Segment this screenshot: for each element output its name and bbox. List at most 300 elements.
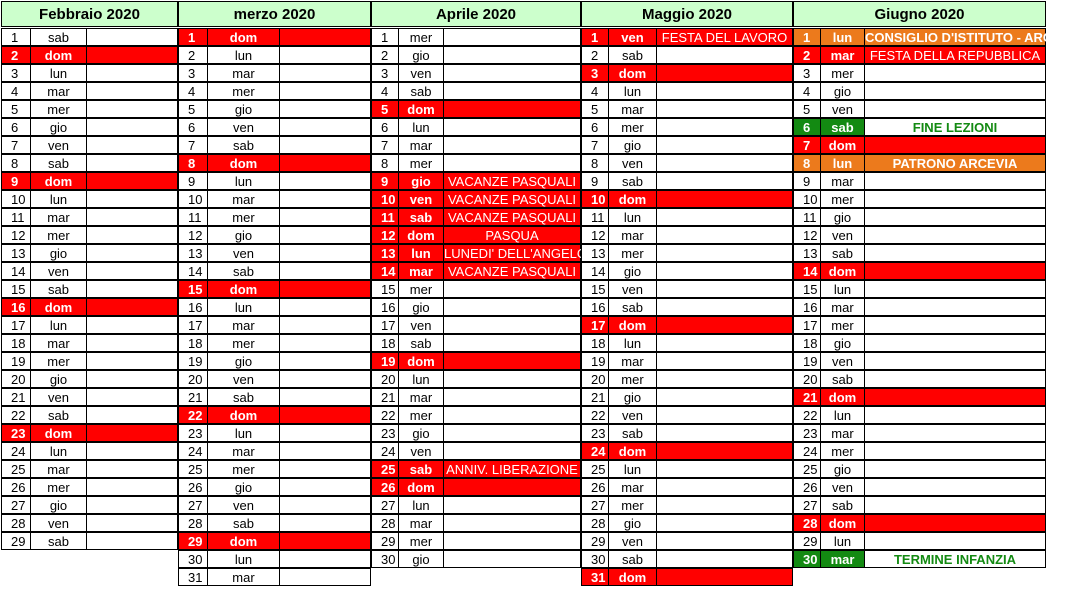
day-note <box>443 406 581 424</box>
weekday-name: sab <box>30 28 87 46</box>
day-number: 23 <box>178 424 208 442</box>
day-row <box>581 172 793 190</box>
day-number: 5 <box>178 100 208 118</box>
day-row <box>1 172 178 190</box>
weekday-name: lun <box>608 82 657 100</box>
day-number: 4 <box>1 82 31 100</box>
day-number: 30 <box>371 550 399 568</box>
weekday-name: lun <box>398 370 444 388</box>
weekday-name: mer <box>207 82 280 100</box>
day-row <box>178 460 371 478</box>
day-number: 14 <box>1 262 31 280</box>
day-number: 17 <box>793 316 821 334</box>
weekday-name: gio <box>398 424 444 442</box>
day-row <box>793 298 1046 316</box>
day-row <box>1 442 178 460</box>
day-row <box>581 316 793 334</box>
day-number: 17 <box>178 316 208 334</box>
day-number: 7 <box>1 136 31 154</box>
weekday-name: mer <box>398 28 444 46</box>
day-number: 21 <box>371 388 399 406</box>
day-note <box>279 352 371 370</box>
month-title: Maggio 2020 <box>581 1 793 27</box>
day-row <box>1 64 178 82</box>
day-row <box>581 442 793 460</box>
day-note <box>864 496 1046 514</box>
day-row <box>581 154 793 172</box>
day-row <box>371 460 581 478</box>
day-note <box>656 316 793 334</box>
day-note <box>864 532 1046 550</box>
day-note <box>656 154 793 172</box>
weekday-name: mar <box>207 568 280 586</box>
day-number: 2 <box>371 46 399 64</box>
weekday-name: mer <box>207 208 280 226</box>
day-note <box>279 460 371 478</box>
weekday-name: mar <box>30 334 87 352</box>
day-number: 2 <box>1 46 31 64</box>
day-number: 12 <box>1 226 31 244</box>
day-note <box>656 478 793 496</box>
day-note <box>279 406 371 424</box>
day-number: 25 <box>793 460 821 478</box>
day-row <box>1 316 178 334</box>
day-row <box>178 244 371 262</box>
day-note <box>86 154 178 172</box>
day-row <box>178 226 371 244</box>
day-row <box>371 532 581 550</box>
day-row <box>581 568 793 586</box>
weekday-name: ven <box>30 262 87 280</box>
day-number: 12 <box>581 226 609 244</box>
day-number: 9 <box>178 172 208 190</box>
day-row <box>581 28 793 46</box>
day-note <box>656 568 793 586</box>
day-number: 25 <box>1 460 31 478</box>
day-number: 7 <box>178 136 208 154</box>
day-number: 19 <box>371 352 399 370</box>
day-note: TERMINE INFANZIA <box>864 550 1046 568</box>
day-number: 7 <box>371 136 399 154</box>
day-note <box>656 334 793 352</box>
weekday-name: dom <box>820 514 865 532</box>
day-row <box>793 496 1046 514</box>
weekday-name: mer <box>30 100 87 118</box>
day-row <box>581 406 793 424</box>
day-note <box>86 82 178 100</box>
day-note <box>279 82 371 100</box>
weekday-name: gio <box>30 118 87 136</box>
weekday-name: dom <box>608 190 657 208</box>
day-number: 19 <box>581 352 609 370</box>
weekday-name: sab <box>30 280 87 298</box>
day-note <box>864 478 1046 496</box>
day-number: 23 <box>1 424 31 442</box>
day-number: 30 <box>581 550 609 568</box>
day-number: 27 <box>371 496 399 514</box>
day-note: VACANZE PASQUALI <box>443 190 581 208</box>
weekday-name: mer <box>820 190 865 208</box>
day-number: 26 <box>178 478 208 496</box>
day-number: 21 <box>178 388 208 406</box>
weekday-name: mer <box>608 496 657 514</box>
weekday-name: lun <box>30 442 87 460</box>
day-note <box>279 370 371 388</box>
day-row <box>581 208 793 226</box>
weekday-name: ven <box>398 64 444 82</box>
day-row <box>581 532 793 550</box>
day-note <box>279 442 371 460</box>
weekday-name: ven <box>820 352 865 370</box>
day-row <box>178 442 371 460</box>
day-row <box>178 478 371 496</box>
day-number: 25 <box>581 460 609 478</box>
day-number: 24 <box>581 442 609 460</box>
day-note <box>656 208 793 226</box>
day-note <box>443 442 581 460</box>
day-number: 26 <box>793 478 821 496</box>
weekday-name: lun <box>608 460 657 478</box>
weekday-name: gio <box>820 334 865 352</box>
day-number: 3 <box>178 64 208 82</box>
day-row <box>178 370 371 388</box>
weekday-name: gio <box>820 82 865 100</box>
day-row <box>1 100 178 118</box>
day-number: 12 <box>793 226 821 244</box>
day-number: 10 <box>1 190 31 208</box>
day-row <box>1 118 178 136</box>
day-note <box>279 154 371 172</box>
weekday-name: gio <box>207 352 280 370</box>
weekday-name: ven <box>820 226 865 244</box>
weekday-name: ven <box>207 370 280 388</box>
day-row <box>581 46 793 64</box>
day-number: 16 <box>178 298 208 316</box>
weekday-name: dom <box>398 352 444 370</box>
day-row <box>1 406 178 424</box>
day-row <box>1 208 178 226</box>
weekday-name: mer <box>207 334 280 352</box>
weekday-name: sab <box>398 82 444 100</box>
day-row <box>371 136 581 154</box>
day-number: 23 <box>793 424 821 442</box>
weekday-name: mar <box>207 316 280 334</box>
weekday-name: mar <box>608 478 657 496</box>
day-row <box>1 388 178 406</box>
day-number: 16 <box>581 298 609 316</box>
weekday-name: dom <box>30 46 87 64</box>
day-number: 28 <box>1 514 31 532</box>
weekday-name: mar <box>207 190 280 208</box>
day-row <box>793 442 1046 460</box>
weekday-name: mer <box>398 280 444 298</box>
day-note <box>656 550 793 568</box>
day-note <box>443 136 581 154</box>
day-number: 9 <box>1 172 31 190</box>
day-row <box>793 262 1046 280</box>
day-row <box>793 46 1046 64</box>
day-row <box>178 496 371 514</box>
weekday-name: gio <box>398 550 444 568</box>
day-row <box>178 352 371 370</box>
weekday-name: sab <box>608 550 657 568</box>
day-row <box>793 370 1046 388</box>
day-note <box>279 424 371 442</box>
day-row <box>793 190 1046 208</box>
weekday-name: dom <box>207 280 280 298</box>
weekday-name: lun <box>30 316 87 334</box>
weekday-name: mar <box>207 442 280 460</box>
day-number: 22 <box>793 406 821 424</box>
day-note <box>656 118 793 136</box>
day-note: VACANZE PASQUALI <box>443 262 581 280</box>
day-number: 22 <box>178 406 208 424</box>
day-number: 13 <box>793 244 821 262</box>
weekday-name: sab <box>820 244 865 262</box>
day-note: FESTA DELLA REPUBBLICA <box>864 46 1046 64</box>
day-note <box>279 208 371 226</box>
weekday-name: dom <box>608 568 657 586</box>
day-number: 4 <box>581 82 609 100</box>
month-title: Aprile 2020 <box>371 1 581 27</box>
day-note <box>86 532 178 550</box>
day-number: 14 <box>178 262 208 280</box>
day-row <box>793 136 1046 154</box>
weekday-name: ven <box>207 118 280 136</box>
weekday-name: lun <box>820 406 865 424</box>
day-row <box>581 262 793 280</box>
day-note <box>86 460 178 478</box>
day-row <box>371 316 581 334</box>
day-number: 2 <box>178 46 208 64</box>
day-row <box>581 496 793 514</box>
day-row <box>1 46 178 64</box>
day-number: 13 <box>178 244 208 262</box>
day-note <box>279 550 371 568</box>
day-note <box>279 298 371 316</box>
weekday-name: dom <box>398 226 444 244</box>
weekday-name: mer <box>820 316 865 334</box>
day-row <box>581 82 793 100</box>
weekday-name: mer <box>398 154 444 172</box>
day-note <box>443 298 581 316</box>
day-row <box>371 514 581 532</box>
day-number: 16 <box>793 298 821 316</box>
day-note <box>443 334 581 352</box>
day-row <box>371 424 581 442</box>
day-number: 22 <box>1 406 31 424</box>
day-number: 13 <box>1 244 31 262</box>
day-row <box>371 118 581 136</box>
day-row <box>178 424 371 442</box>
day-note <box>864 298 1046 316</box>
day-number: 10 <box>178 190 208 208</box>
day-note: VACANZE PASQUALI <box>443 208 581 226</box>
day-number: 15 <box>1 280 31 298</box>
day-note <box>656 442 793 460</box>
day-note <box>864 136 1046 154</box>
weekday-name: lun <box>207 424 280 442</box>
day-row <box>178 550 371 568</box>
day-note <box>864 406 1046 424</box>
day-note <box>86 442 178 460</box>
day-number: 1 <box>1 28 31 46</box>
day-note <box>864 244 1046 262</box>
day-row <box>371 82 581 100</box>
weekday-name: mar <box>398 388 444 406</box>
day-number: 25 <box>371 460 399 478</box>
day-number: 30 <box>793 550 821 568</box>
day-row <box>178 82 371 100</box>
weekday-name: mar <box>608 352 657 370</box>
day-number: 3 <box>1 64 31 82</box>
day-note <box>443 532 581 550</box>
day-note <box>864 442 1046 460</box>
day-number: 16 <box>371 298 399 316</box>
day-number: 22 <box>581 406 609 424</box>
day-note <box>864 208 1046 226</box>
day-number: 25 <box>178 460 208 478</box>
day-note <box>443 550 581 568</box>
day-note <box>443 370 581 388</box>
day-row <box>793 316 1046 334</box>
day-note <box>864 334 1046 352</box>
weekday-name: sab <box>207 388 280 406</box>
weekday-name: mer <box>207 460 280 478</box>
weekday-name: ven <box>608 280 657 298</box>
day-number: 8 <box>793 154 821 172</box>
day-note <box>443 118 581 136</box>
day-row <box>178 46 371 64</box>
day-row <box>371 226 581 244</box>
day-note <box>656 388 793 406</box>
day-row <box>178 388 371 406</box>
day-note <box>656 352 793 370</box>
day-row <box>793 64 1046 82</box>
weekday-name: gio <box>608 262 657 280</box>
day-number: 11 <box>581 208 609 226</box>
day-note <box>656 298 793 316</box>
weekday-name: mer <box>398 406 444 424</box>
day-note <box>656 244 793 262</box>
weekday-name: dom <box>30 298 87 316</box>
day-number: 11 <box>1 208 31 226</box>
day-note <box>656 514 793 532</box>
day-note <box>656 64 793 82</box>
day-row <box>371 64 581 82</box>
day-note <box>443 496 581 514</box>
day-note <box>86 478 178 496</box>
day-row <box>178 100 371 118</box>
day-number: 27 <box>1 496 31 514</box>
weekday-name: dom <box>207 154 280 172</box>
day-row <box>371 478 581 496</box>
weekday-name: lun <box>207 46 280 64</box>
weekday-name: sab <box>398 208 444 226</box>
day-number: 1 <box>793 28 821 46</box>
day-note <box>864 424 1046 442</box>
day-note <box>86 388 178 406</box>
day-note <box>86 334 178 352</box>
weekday-name: gio <box>608 514 657 532</box>
weekday-name: lun <box>30 190 87 208</box>
day-row <box>793 532 1046 550</box>
weekday-name: sab <box>30 406 87 424</box>
day-number: 27 <box>793 496 821 514</box>
day-row <box>793 280 1046 298</box>
day-note <box>279 64 371 82</box>
day-note: PATRONO ARCEVIA <box>864 154 1046 172</box>
day-row <box>581 424 793 442</box>
day-row <box>178 316 371 334</box>
weekday-name: mar <box>30 82 87 100</box>
day-number: 14 <box>371 262 399 280</box>
day-note: PASQUA <box>443 226 581 244</box>
day-note <box>656 532 793 550</box>
day-row <box>178 280 371 298</box>
weekday-name: lun <box>398 244 444 262</box>
day-number: 19 <box>178 352 208 370</box>
day-number: 9 <box>793 172 821 190</box>
day-row <box>371 442 581 460</box>
weekday-name: gio <box>398 172 444 190</box>
day-row <box>1 334 178 352</box>
weekday-name: ven <box>608 406 657 424</box>
day-row <box>371 28 581 46</box>
day-number: 4 <box>178 82 208 100</box>
day-row <box>1 190 178 208</box>
day-note <box>443 100 581 118</box>
month-title: Febbraio 2020 <box>1 1 178 27</box>
day-row <box>178 568 371 586</box>
day-row <box>793 172 1046 190</box>
day-number: 7 <box>581 136 609 154</box>
day-note <box>86 208 178 226</box>
day-row <box>371 334 581 352</box>
day-row <box>1 226 178 244</box>
day-note <box>864 352 1046 370</box>
weekday-name: dom <box>30 172 87 190</box>
day-note <box>443 28 581 46</box>
day-row <box>371 280 581 298</box>
weekday-name: sab <box>820 496 865 514</box>
day-row <box>178 118 371 136</box>
day-row <box>581 226 793 244</box>
weekday-name: mar <box>398 136 444 154</box>
day-row <box>178 298 371 316</box>
day-note: LUNEDI' DELL'ANGELO <box>444 246 587 261</box>
day-row <box>1 532 178 550</box>
day-row <box>581 388 793 406</box>
day-number: 13 <box>371 244 399 262</box>
weekday-name: lun <box>207 298 280 316</box>
day-number: 15 <box>178 280 208 298</box>
weekday-name: ven <box>608 28 657 46</box>
day-note <box>86 406 178 424</box>
day-row <box>1 370 178 388</box>
day-row <box>581 64 793 82</box>
day-note <box>443 388 581 406</box>
day-number: 29 <box>371 532 399 550</box>
day-note <box>279 280 371 298</box>
day-note <box>86 280 178 298</box>
day-row <box>371 154 581 172</box>
day-row <box>581 298 793 316</box>
day-row <box>1 424 178 442</box>
day-note <box>279 316 371 334</box>
day-note <box>864 514 1046 532</box>
day-note <box>86 118 178 136</box>
